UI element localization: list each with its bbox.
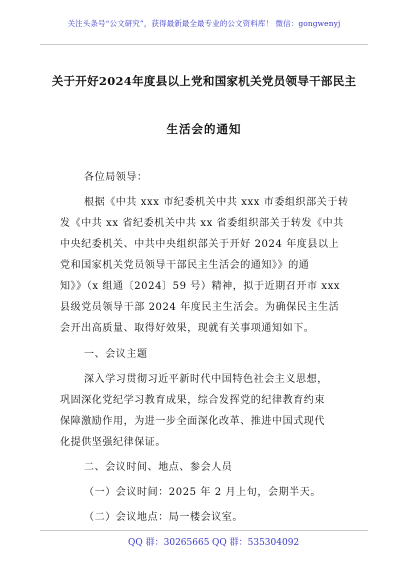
footer-qq-group-2: QQ 群：535304092 xyxy=(212,538,300,548)
document-title-line1: 关于开好2024年度县以上党和国家机关党员领导干部民主 xyxy=(51,74,357,88)
para1-line: 根据《中共 xxx 市纪委机关中共 xxx 市委组织部关于转 xyxy=(84,197,349,208)
para2-line: 巩固深化党纪学习教育成果，综合发挥党的纪律教育约束 xyxy=(60,395,325,406)
list-item: （二）会议地点：局一楼会议室。 xyxy=(84,512,243,523)
list-item: （一）会议时间：2025 年 2 月上旬，会期半天。 xyxy=(84,487,321,498)
para1-line: 党和国家机关党员领导干部民主生活会的通知》》的通 xyxy=(60,260,310,271)
para1-line: 发《中共 xx 省纪委机关中共 xx 省委组织部关于转发《中共 xyxy=(60,218,344,229)
para1-line: 中央纪委机关、中共中央组织部关于开好 2024 年度县以上 xyxy=(60,239,340,250)
greeting: 各位局领导： xyxy=(84,172,148,183)
para2-line: 化提供坚强纪律保证。 xyxy=(60,437,166,448)
para2-line: 深入学习贯彻习近平新时代中国特色社会主义思想， xyxy=(84,374,328,385)
header-divider xyxy=(40,44,368,45)
footer-qq-group-1: QQ 群：30265665 xyxy=(128,538,210,548)
para1-line: 知》》（x 组通〔2024〕59 号）精神，拟于近期召开市 xxx xyxy=(60,281,341,292)
para1-line: 会开出高质量、取得好效果，现就有关事项通知如下。 xyxy=(60,323,315,334)
footer xyxy=(0,535,408,547)
document-title-line2: 生活会的通知 xyxy=(166,122,242,136)
para1-line: 县级党员领导干部 2024 年度民主生活会。为确保民主生活 xyxy=(60,302,340,313)
header-banner: 关注头条号“公文研究”，获得最新最全最专业的公文资料库！ 微信：gongwenyj xyxy=(67,19,341,28)
section-heading: 二、会议时间、地点、参会人员 xyxy=(84,462,233,473)
para2-line: 保障激励作用，为进一步全面深化改革、推进中国式现代 xyxy=(60,416,325,427)
footer-divider xyxy=(40,530,368,531)
section-heading: 一、会议主题 xyxy=(84,349,148,360)
